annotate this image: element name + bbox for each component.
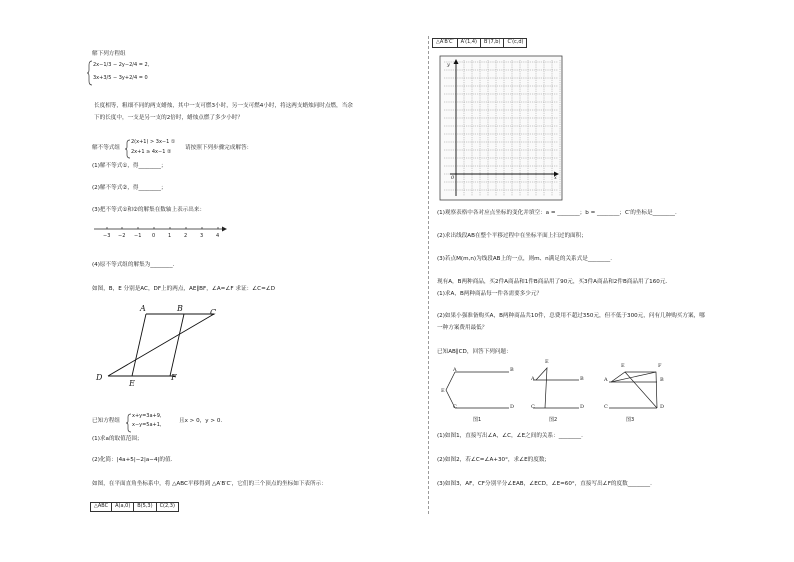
q3-inequality-1: 2(x+1) > 3x−1 ① <box>131 139 176 145</box>
fig3-label-d: D <box>660 404 665 410</box>
q2-line-2: 下的长度中，一支是另一支的2倍时，蜡烛点燃了多少小时？ <box>94 115 243 121</box>
figure-2 <box>533 368 579 408</box>
q3-step-4: (4)原不等式组的解集为________. <box>92 262 175 268</box>
fig3-label-f: F <box>658 363 662 369</box>
q3-step-1: (1)解不等式①，得________； <box>92 163 167 169</box>
right-q4-line-2: (1)求A，B两种商品每一件各需要多少元？ <box>437 291 543 297</box>
q3-step-2: (2)解不等式②，得________； <box>92 185 167 191</box>
q4-label-c: C <box>210 308 217 317</box>
table-cell: B′(7,b) <box>481 39 504 48</box>
number-line-label: −2 <box>118 233 126 239</box>
right-q3: (3)若点M(m,n)为线段AB上的一点，则m、n满足的关系式是________. <box>437 256 612 262</box>
q5-condition: 且x > 0，y > 0. <box>179 418 223 424</box>
grid-x-label: x <box>554 175 557 181</box>
q4-text: 如图，B，E 分别是AC，DF上的两点，AE∥BF，∠A=∠F 求证：∠C=∠D <box>92 286 276 292</box>
right-q5-step-1: (1)如图1，直接写出∠A，∠C，∠E之间的关系：________. <box>437 433 583 439</box>
table-cell: △ABC <box>91 503 112 512</box>
right-q4-line-4: 一种方案费用最低？ <box>437 325 488 331</box>
right-q5-intro: 已知AB∥CD，回答下列问题： <box>437 349 512 355</box>
column-divider <box>428 36 429 514</box>
right-q2: (2)求出线段AB在整个平移过程中在坐标平面上扫过的面积； <box>437 233 587 239</box>
table-cell: C′(c,d) <box>504 39 527 48</box>
parallel-lines-figures <box>437 359 677 422</box>
number-line-label: 2 <box>184 233 188 239</box>
q1-equation-2: 3x+3/5 − 3y+2/4 = 0 <box>93 75 148 81</box>
fig3-label-a: A <box>604 377 608 383</box>
q4-label-a: A <box>140 304 146 313</box>
q5-step-2: (2)化简：|4a+5|−2|a−4|的值. <box>92 457 173 463</box>
table-cell: A′(1,4) <box>457 39 480 48</box>
q5-step-1: (1)求a的取值范围； <box>92 436 143 442</box>
figure-3 <box>609 372 657 408</box>
number-line-label: −1 <box>134 233 142 239</box>
right-q5-step-3: (3)如图3，AF，CF分别平分∠EAB，∠ECD，∠E=60°，直接写出∠F的度数________. <box>437 481 652 487</box>
figure-1 <box>446 372 509 408</box>
q2-line-1: 长度相等，粗细不同的两支蜡烛，其中一支可燃3小时，另一支可燃4小时，将这两支蜡烛同时点燃，当余 <box>94 103 353 109</box>
q4-label-f: F <box>171 373 177 382</box>
triangle-abc-table <box>90 502 179 512</box>
fig2-label-a: A <box>531 376 535 382</box>
fig3-label-c: C <box>604 404 608 410</box>
q4-label-e: E <box>129 379 135 388</box>
table-cell: B(5,3) <box>134 503 156 512</box>
q5-equation-2: x−y=5a+1, <box>132 422 162 428</box>
number-line-label: 0 <box>152 233 156 239</box>
fig1-label-e: E <box>441 388 445 394</box>
q6-text: 如图，在平面直角坐标系中，将 △ABC平移得到 △A′B′C′，它们的三个顶点的坐标如下表所示： <box>92 481 327 487</box>
q5-equation-1: x+y=3a+9, <box>132 413 162 419</box>
table-cell: A(a,0) <box>112 503 134 512</box>
q3-intro: 解不等式组 <box>92 145 120 151</box>
q4-label-d: D <box>96 373 103 382</box>
figure-caption: 图1 <box>473 417 482 423</box>
table-cell: △A′B′C′ <box>433 39 458 48</box>
table-row <box>91 503 179 512</box>
q1-equation-1: 2x−1/3 − 2y−2/4 = 2, <box>93 62 150 68</box>
q3-step-3: (3)把不等式①和②的解集在数轴上表示出来： <box>92 207 206 213</box>
fig2-label-c: C <box>531 404 535 410</box>
fig1-label-b: B <box>510 367 514 373</box>
grid-y-label: y <box>447 62 450 68</box>
fig1-label-a: A <box>453 367 457 373</box>
right-q1: (1)观察表格中各对应点坐标的变化并填空：a = ________；b = ________；C′的坐标是________. <box>437 210 677 216</box>
figure-caption: 图3 <box>626 417 635 423</box>
right-q4-line-1: 现有A，B两种商品，买2件A商品和1件B商品用了90元，买3件A商品和2件B商品用了160元. <box>437 279 668 285</box>
fig2-label-e: E <box>545 359 549 365</box>
table-cell: C(2,3) <box>156 503 178 512</box>
fig3-label-e: E <box>621 363 625 369</box>
number-line-label: 4 <box>216 233 220 239</box>
triangle-a-prime-table <box>432 38 527 48</box>
fig3-label-b: B <box>660 377 664 383</box>
grid-origin-label: 0 <box>451 175 455 181</box>
coordinate-grid <box>440 56 562 200</box>
number-line <box>90 220 230 244</box>
q1-title: 解下列方程组 <box>92 51 126 57</box>
number-line-label: 1 <box>168 233 172 239</box>
q3-inequality-2: 2x+1 ≥ 4x−1 ② <box>131 149 172 155</box>
number-line-label: −3 <box>103 233 111 239</box>
number-line-label: 3 <box>200 233 204 239</box>
right-q5-step-2: (2)如图2，若∠C=∠A+30°，求∠E的度数； <box>437 457 551 463</box>
fig1-label-c: C <box>453 404 457 410</box>
q4-label-b: B <box>177 304 183 313</box>
q5-intro: 已知方程组 <box>92 418 120 424</box>
fig2-label-b: B <box>580 376 584 382</box>
figure-caption: 图2 <box>549 417 558 423</box>
fig1-label-d: D <box>510 404 515 410</box>
right-q4-line-3: (2)如果小强准备购买A，B两种商品共10件，总费用不超过350元，但不低于300元，问有几种购买方案，哪 <box>437 313 705 319</box>
q4-figure <box>90 300 230 390</box>
fig2-label-d: D <box>580 404 585 410</box>
q3-instruction: 请按照下列步骤完成解答： <box>185 145 253 151</box>
table-row <box>433 39 527 48</box>
